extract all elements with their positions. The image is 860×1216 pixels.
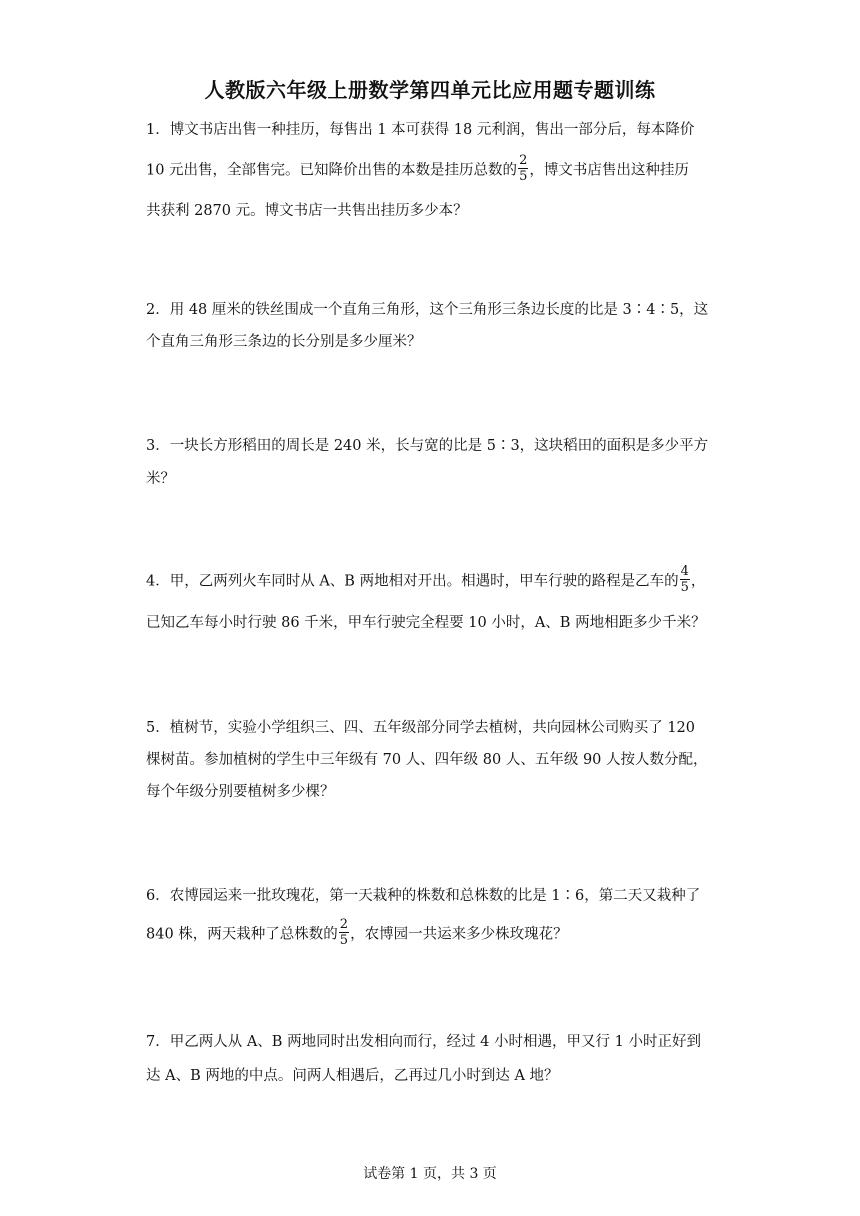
question-line: 共获利 2870 元。博文书店一共售出挂历多少本？ <box>146 203 468 219</box>
question-line: 2．用 48 厘米的铁丝围成一个直角三角形，这个三角形三条边长度的比是 3∶4∶5，这 <box>146 302 709 318</box>
question-line: 4．甲，乙两列火车同时从 A、B 两地相对开出。相遇时，甲车行驶的路程是乙车的 $\frac{4}{5}$ ， <box>146 564 706 595</box>
question-line: 3．一块长方形稻田的周长是 240 米，长与宽的比是 5∶3，这块稻田的面积是多少平方 <box>146 438 709 454</box>
question-line: 米？ <box>146 471 175 487</box>
fraction: $\frac{4}{5}$ <box>680 564 689 595</box>
question-line: 每个年级分别要植树多少棵？ <box>146 784 335 800</box>
question-line: 6．农博园运来一批玫瑰花，第一天栽种的株数和总株数的比是 1∶6，第二天又栽种了 <box>146 888 701 904</box>
question-line: 10 元出售，全部售完。已知降价出售的本数是挂历总数的 $\frac{2}{5}$ ，博文书店售出这种挂历 <box>146 153 689 184</box>
question-line: 7．甲乙两人从 A、B 两地同时出发相向而行，经过 4 小时相遇，甲又行 1 小时正好到 <box>146 1034 701 1050</box>
question-line: 840 株，两天栽种了总株数的 $\frac{2}{5}$ ，农博园一共运来多少株玫瑰花？ <box>146 917 568 948</box>
question-line: 已知乙车每小时行驶 86 千米，甲车行驶完全程要 10 小时，A、B 两地相距多少千米？ <box>146 615 706 631</box>
question-line: 5．植树节，实验小学组织三、四、五年级部分同学去植树，共向园林公司购买了 120 <box>146 720 696 736</box>
question-line: 达 A、B 两地的中点。问两人相遇后，乙再过几小时到达 A 地？ <box>146 1068 559 1084</box>
fraction: $\frac{2}{5}$ <box>519 153 528 184</box>
page-title: 人教版六年级上册数学第四单元比应用题专题训练 <box>204 78 656 102</box>
question-line: 1．博文书店出售一种挂历，每售出 1 本可获得 18 元利润，售出一部分后，每本降价 <box>146 122 695 138</box>
question-line: 棵树苗。参加植树的学生中三年级有 70 人、四年级 80 人、五年级 90 人按人数分配， <box>146 752 708 768</box>
page-footer: 试卷第 1 页，共 3 页 <box>363 1166 497 1182</box>
question-line: 个直角三角形三条边的长分别是多少厘米？ <box>146 334 422 350</box>
fraction: $\frac{2}{5}$ <box>339 917 349 948</box>
